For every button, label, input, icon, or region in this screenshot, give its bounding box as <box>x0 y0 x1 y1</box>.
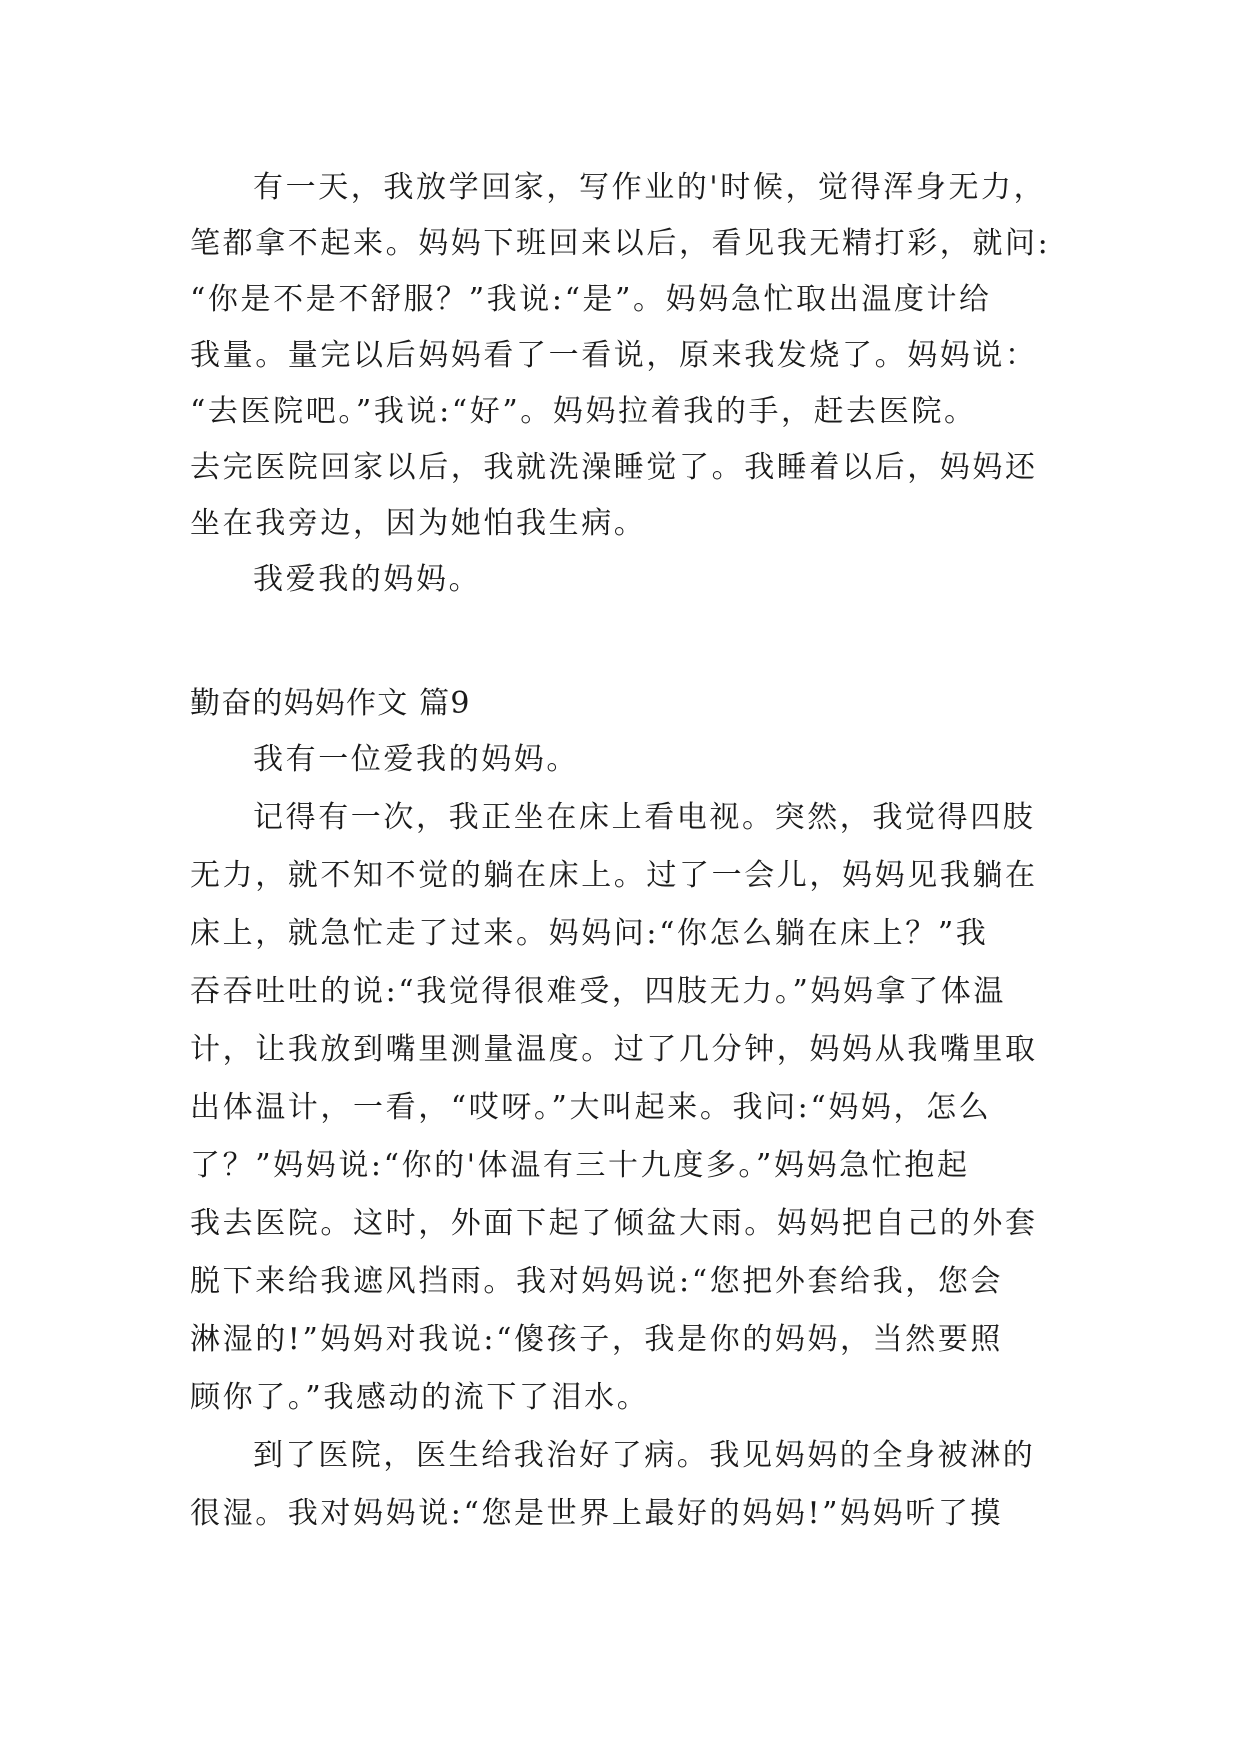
paragraph-line: “你是不是不舒服？”我说:“是”。妈妈急忙取出温度计给 <box>190 282 992 317</box>
paragraph-line: 我爱我的妈妈。 <box>253 562 482 597</box>
paragraph-line: 无力，就不知不觉的躺在床上。过了一会儿，妈妈见我躺在 <box>190 858 1038 893</box>
paragraph-line: 有一天，我放学回家，写作业的'时候，觉得浑身无力， <box>253 170 1047 205</box>
paragraph-line: 我有一位爱我的妈妈。 <box>253 742 579 777</box>
paragraph-line: 了？”妈妈说:“你的'体温有三十九度多。”妈妈急忙抱起 <box>190 1148 970 1183</box>
paragraph-line: 淋湿的!”妈妈对我说:“傻孩子，我是你的妈妈，当然要照 <box>190 1322 1004 1357</box>
paragraph-line: 吞吞吐吐的说:“我觉得很难受，四肢无力。”妈妈拿了体温 <box>190 974 1006 1009</box>
paragraph-line: 计，让我放到嘴里测量温度。过了几分钟，妈妈从我嘴里取 <box>190 1032 1038 1067</box>
section-heading: 勤奋的妈妈作文 篇9 <box>190 686 471 721</box>
paragraph-line: 我量。量完以后妈妈看了一看说，原来我发烧了。妈妈说： <box>190 338 1038 373</box>
paragraph-line: 去完医院回家以后，我就洗澡睡觉了。我睡着以后，妈妈还 <box>190 450 1038 485</box>
paragraph-line: “去医院吧。”我说:“好”。妈妈拉着我的手，赶去医院。 <box>190 394 977 429</box>
paragraph-line: 笔都拿不起来。妈妈下班回来以后，看见我无精打彩，就问: <box>190 226 1051 261</box>
paragraph-line: 床上，就急忙走了过来。妈妈问:“你怎么躺在床上？”我 <box>190 916 989 951</box>
paragraph-line: 记得有一次，我正坐在床上看电视。突然，我觉得四肢 <box>253 800 1036 835</box>
paragraph-line: 坐在我旁边，因为她怕我生病。 <box>190 506 647 541</box>
paragraph-line: 很湿。我对妈妈说:“您是世界上最好的妈妈!”妈妈听了摸 <box>190 1496 1004 1531</box>
paragraph-line: 出体温计，一看，“哎呀。”大叫起来。我问:“妈妈，怎么 <box>190 1090 992 1125</box>
paragraph-line: 我去医院。这时，外面下起了倾盆大雨。妈妈把自己的外套 <box>190 1206 1038 1241</box>
paragraph-line: 脱下来给我遮风挡雨。我对妈妈说:“您把外套给我，您会 <box>190 1264 1004 1299</box>
paragraph-line: 到了医院，医生给我治好了病。我见妈妈的全身被淋的 <box>253 1438 1036 1473</box>
paragraph-line: 顾你了。”我感动的流下了泪水。 <box>190 1380 650 1415</box>
